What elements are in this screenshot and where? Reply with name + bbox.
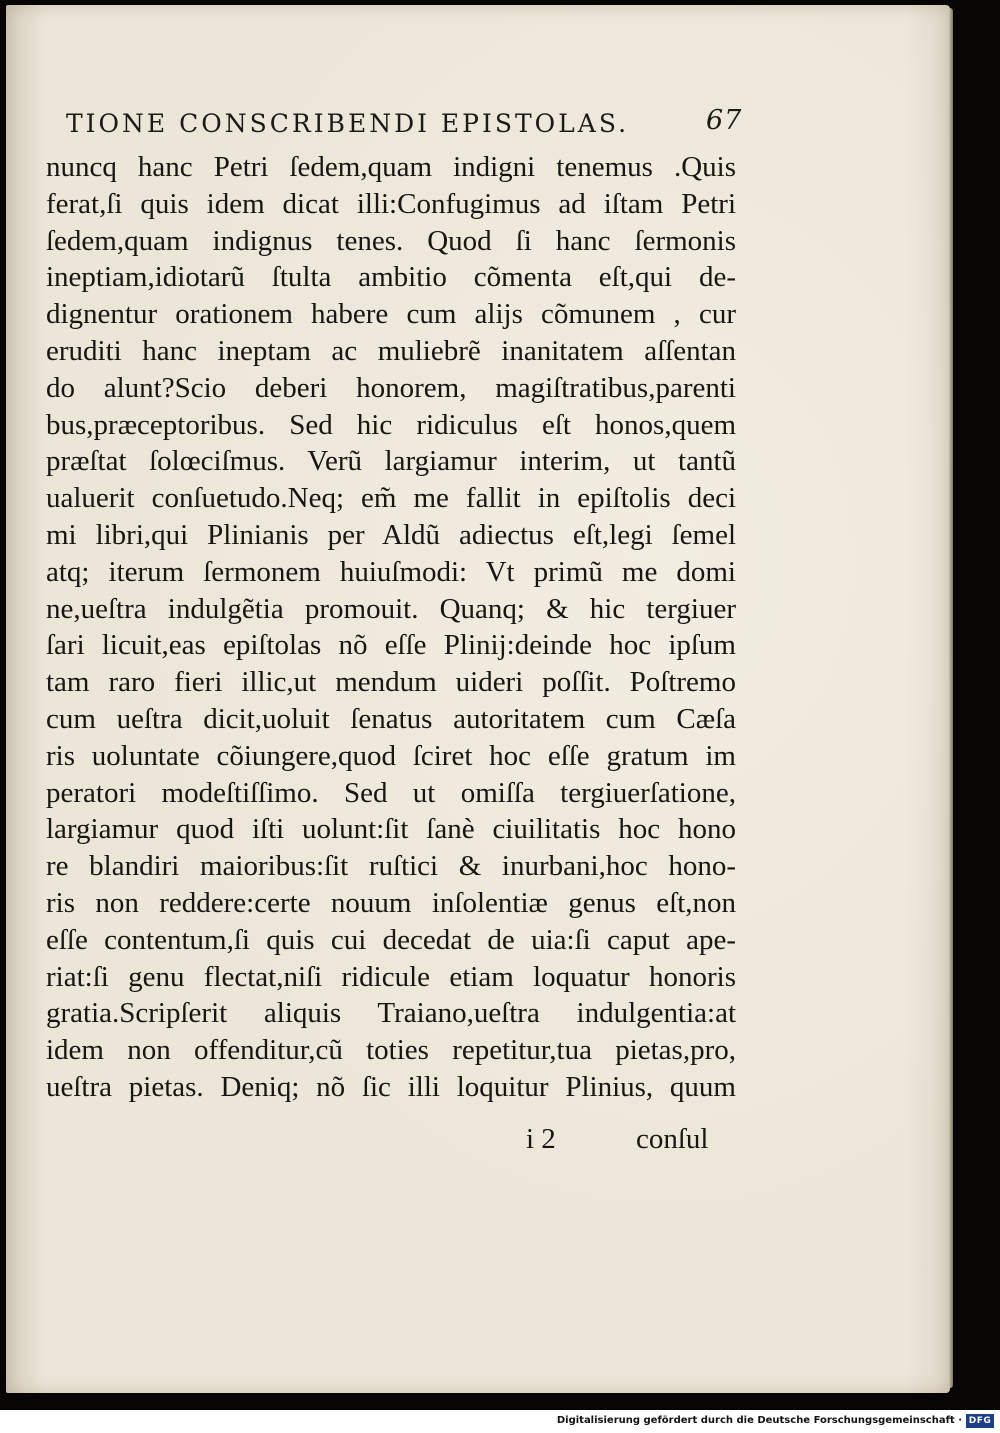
catchword: conſul [636, 1123, 709, 1155]
text-line: ualuerit conſuetudo.Neq; em̃ me fallit in epiſtolis deci [46, 482, 736, 515]
dfg-logo: DFG [966, 1414, 994, 1428]
text-line: ne,ueſtra indulgẽtia promouit. Quanq; & hic tergiuer [46, 592, 736, 625]
text-line: peratori modeſtiſſimo. Sed ut omiſſa tergiuerſatione, [46, 776, 736, 809]
text-line: mi libri,qui Plinianis per Aldũ adiectus eſt,legi ſemel [46, 518, 736, 551]
text-line: tam raro fieri illic,ut mendum uideri poſſit. Poſtremo [46, 666, 736, 699]
text-line: ſedem,quam indignus tenes. Quod ſi hanc ſermonis [46, 224, 736, 257]
page-edge [949, 8, 953, 1388]
text-line: eruditi hanc ineptam ac muliebrẽ inanitatem aſſentan [46, 334, 736, 367]
digitization-credit: Digitalisierung gefördert durch die Deutsche Forschungsgemeinschaft · [556, 1415, 962, 1426]
signature-line [526, 1123, 716, 1163]
text-line: ris non reddere:certe nouum inſolentiæ genus eſt,non [46, 886, 736, 919]
text-line: riat:ſi genu flectat,niſi ridicule etiam loquatur honoris [46, 960, 736, 993]
text-line: nuncq hanc Petri ſedem,quam indigni tenemus .Quis [46, 151, 736, 183]
book-page [6, 5, 950, 1393]
text-line: præſtat ſolœciſmus. Verũ largiamur interim, ut tantũ [46, 445, 736, 478]
text-line: atq; iterum ſermonem huiuſmodi: Vt primũ me domi [46, 555, 736, 588]
text-line: dignentur orationem habere cum alijs cõmunem , cur [46, 298, 736, 331]
footer-bar [0, 1410, 1000, 1433]
text-line: eſſe contentum,ſi quis cui decedat de uia:ſi caput ape- [46, 923, 736, 956]
signature-mark: i 2 [526, 1123, 556, 1155]
running-head [66, 105, 766, 145]
text-line: bus,præceptoribus. Sed hic ridiculus eſt honos,quem [46, 408, 736, 441]
body-text [46, 149, 736, 1106]
text-line: ferat,ſi quis idem dicat illi:Confugimus ad iſtam Petri [46, 187, 736, 220]
text-line: gratia.Scripſerit aliquis Traiano,ueſtra indulgentia:at [46, 997, 736, 1030]
text-line: idem non offenditur,cũ toties repetitur,tua pietas,pro, [46, 1034, 736, 1067]
folio-number: 67 [706, 105, 743, 136]
text-line: largiamur quod iſti uolunt:ſit ſanè ciuilitatis hoc hono [46, 813, 736, 846]
text-line: cum ueſtra dicit,uoluit ſenatus autoritatem cum Cæſa [46, 702, 736, 735]
text-line: do alunt?Scio deberi honorem, magiſtratibus,parenti [46, 371, 736, 404]
text-line: ueſtra pietas. Deniq; nõ ſic illi loquitur Plinius, quum [46, 1070, 736, 1103]
running-title: TIONE CONSCRIBENDI EPISTOLAS. [66, 109, 630, 138]
text-line: ris uoluntate cõiungere,quod ſciret hoc eſſe gratum im [46, 739, 736, 772]
text-line: ſari licuit,eas epiſtolas nõ eſſe Plinij:deinde hoc ipſum [46, 629, 736, 662]
text-line: re blandiri maioribus:ſit ruſtici & inurbani,hoc hono- [46, 850, 736, 883]
text-line: ineptiam,idiotarũ ſtulta ambitio cõmenta eſt,qui de- [46, 261, 736, 294]
